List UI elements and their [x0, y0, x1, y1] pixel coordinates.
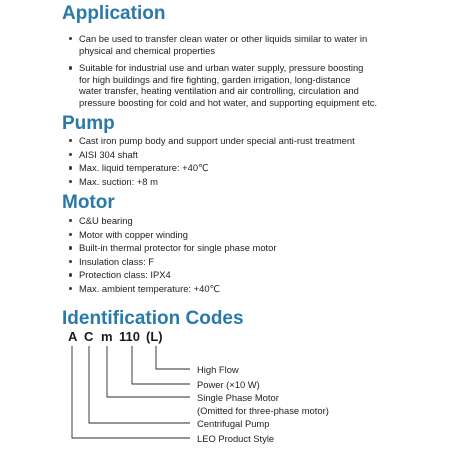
- item-line: Can be used to transfer clean water or other liquids similar to water in: [79, 33, 368, 44]
- legend-high-flow: High Flow: [197, 364, 239, 375]
- legend-power: Power (×10 W): [197, 379, 260, 390]
- item-line: for high buildings and fire fighting, garden irrigation, long-distance: [79, 73, 351, 85]
- pump-heading: Pump: [62, 113, 115, 134]
- item-line: AISI 304 shaft: [79, 148, 138, 160]
- code-part-flow: (L): [146, 329, 163, 344]
- item-line: physical and chemical properties: [79, 44, 216, 56]
- item-line: Motor with copper winding: [79, 228, 188, 240]
- code-part-a: A: [68, 329, 78, 344]
- item-line: Built-in thermal protector for single phase motor: [79, 242, 277, 254]
- application-heading: Application: [62, 3, 166, 24]
- connector-line-pump: [89, 346, 190, 423]
- item-line: Protection class: IPX4: [79, 269, 171, 281]
- item-line: pressure boosting for cold and hot water, and supporting equipment etc.: [79, 96, 378, 108]
- motor-heading: Motor: [62, 192, 115, 213]
- identification-heading: Identification Codes: [62, 308, 244, 329]
- item-line: C&U bearing: [79, 215, 133, 226]
- legend-omitted-note: (Omitted for three-phase motor): [197, 405, 329, 416]
- code-part-power: 110: [119, 329, 140, 344]
- connector-line-style: [72, 346, 190, 438]
- code-part-m: m: [101, 329, 113, 344]
- item-line: Insulation class: F: [79, 255, 155, 267]
- item-line: Max. suction: +8 m: [79, 175, 158, 187]
- connector-line-flow: [156, 346, 190, 369]
- item-line: Suitable for industrial use and urban water supply, pressure boosting: [79, 62, 364, 74]
- item-line: Max. liquid temperature: +40℃: [79, 162, 209, 174]
- connector-line-power: [132, 346, 190, 384]
- code-part-c: C: [84, 329, 94, 344]
- item-line: Max. ambient temperature: +40℃: [79, 282, 221, 294]
- item-line: Cast iron pump body and support under special anti-rust treatment: [79, 135, 355, 146]
- legend-single-phase: Single Phase Motor: [197, 392, 279, 403]
- connector-line-motor: [107, 346, 190, 397]
- legend-centrifugal-pump: Centrifugal Pump: [197, 418, 270, 429]
- item-line: water transfer, heating ventilation and air controlling, circulation and: [79, 85, 359, 97]
- legend-product-style: LEO Product Style: [197, 433, 275, 444]
